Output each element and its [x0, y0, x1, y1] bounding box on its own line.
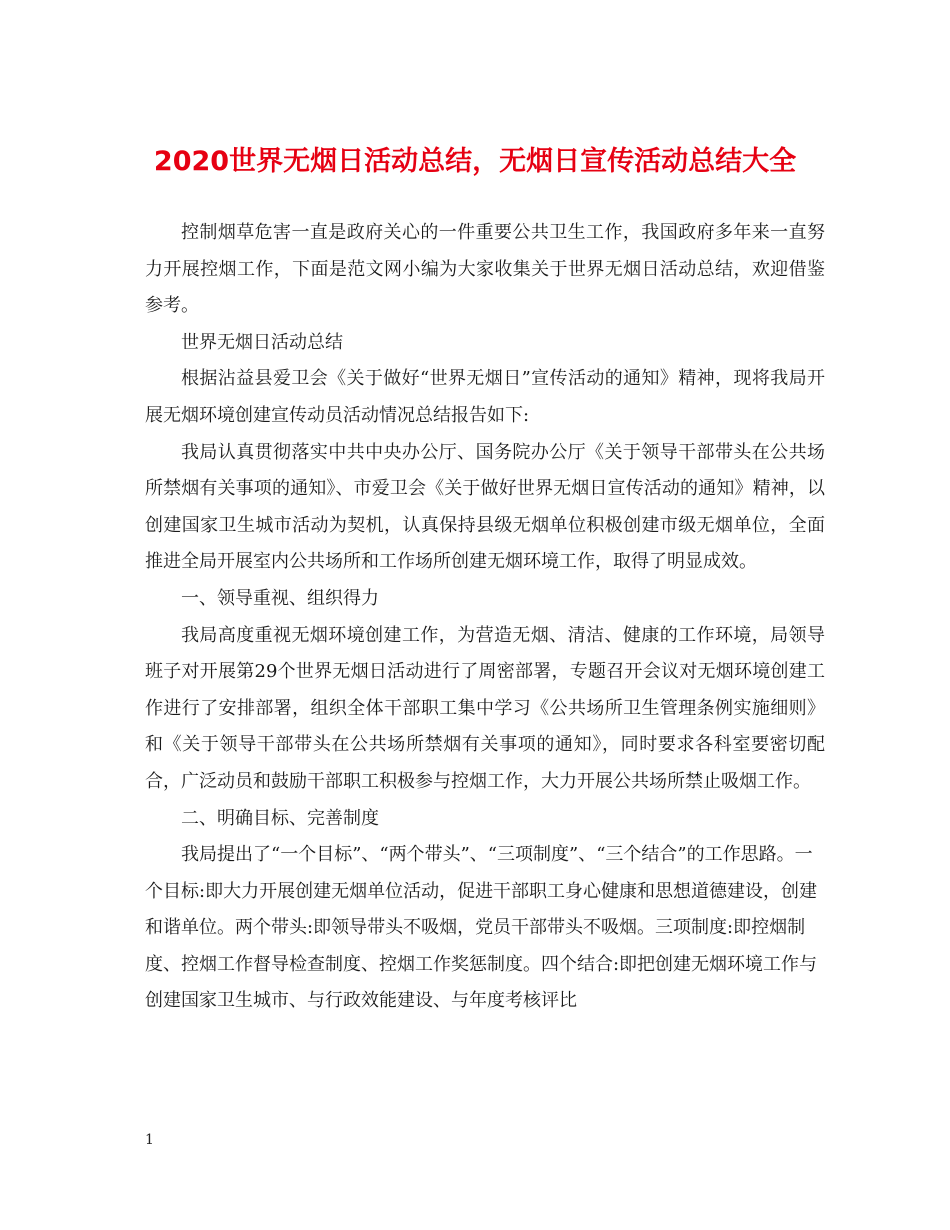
- paragraph-notice: 根据沾益县爱卫会《关于做好“世界无烟日”宣传活动的通知》精神，现将我局开展无烟环境创建宣传动员活动情况总结报告如下:: [145, 368, 825, 426]
- paragraph-intro: 控制烟草危害一直是政府关心的一件重要公共卫生工作，我国政府多年来一直努力开展控烟工作，下面是范文网小编为大家收集关于世界无烟日活动总结，欢迎借鉴参考。: [145, 222, 825, 317]
- paragraph-goals: 我局提出了“一个目标”、“两个带头”、“三项制度”、“三个结合”的工作思路。一个目标:即大力开展创建无烟单位活动，促进干部职工身心健康和思想道德建设，创建和谐单位。两个带头:即领导带头不吸烟，党员干部带头不吸烟。三项制度:即控烟制度、控烟工作督导检查制度、控烟工作奖惩制度。四个结合:即把创建无烟环境工作与创建国家卫生城市、与行政效能建设、与年度考核评比: [145, 844, 818, 1012]
- paragraph-leadership: 我局高度重视无烟环境创建工作，为营造无烟、清洁、健康的工作环境，局领导班子对开展第29个世界无烟日活动进行了周密部署，专题召开会议对无烟环境创建工作进行了安排部署，组织全体干部职工集中学习《公共场所卫生管理条例实施细则》和《关于领导干部带头在公共场所禁烟有关事项的通知》，同时要求各科室要密切配合，广泛动员和鼓励干部职工积极参与控烟工作，大力开展公共场所禁止吸烟工作。: [145, 624, 825, 792]
- document-title: 2020世界无烟日活动总结，无烟日宣传活动总结大全: [153, 146, 797, 177]
- section-heading-goals: 二、明确目标、完善制度: [181, 807, 379, 829]
- document-body: [145, 215, 825, 1020]
- section-heading-summary: 世界无烟日活动总结: [181, 331, 343, 353]
- section-heading-leadership: 一、领导重视、组织得力: [181, 587, 379, 609]
- page-number: 1: [145, 1132, 154, 1148]
- paragraph-implementation: 我局认真贯彻落实中共中央办公厅、国务院办公厅《关于领导干部带头在公共场所禁烟有关事项的通知》、市爱卫会《关于做好世界无烟日宣传活动的通知》精神，以创建国家卫生城市活动为契机，认真保持县级无烟单位积极创建市级无烟单位，全面推进全局开展室内公共场所和工作场所创建无烟环境工作，取得了明显成效。: [145, 441, 825, 573]
